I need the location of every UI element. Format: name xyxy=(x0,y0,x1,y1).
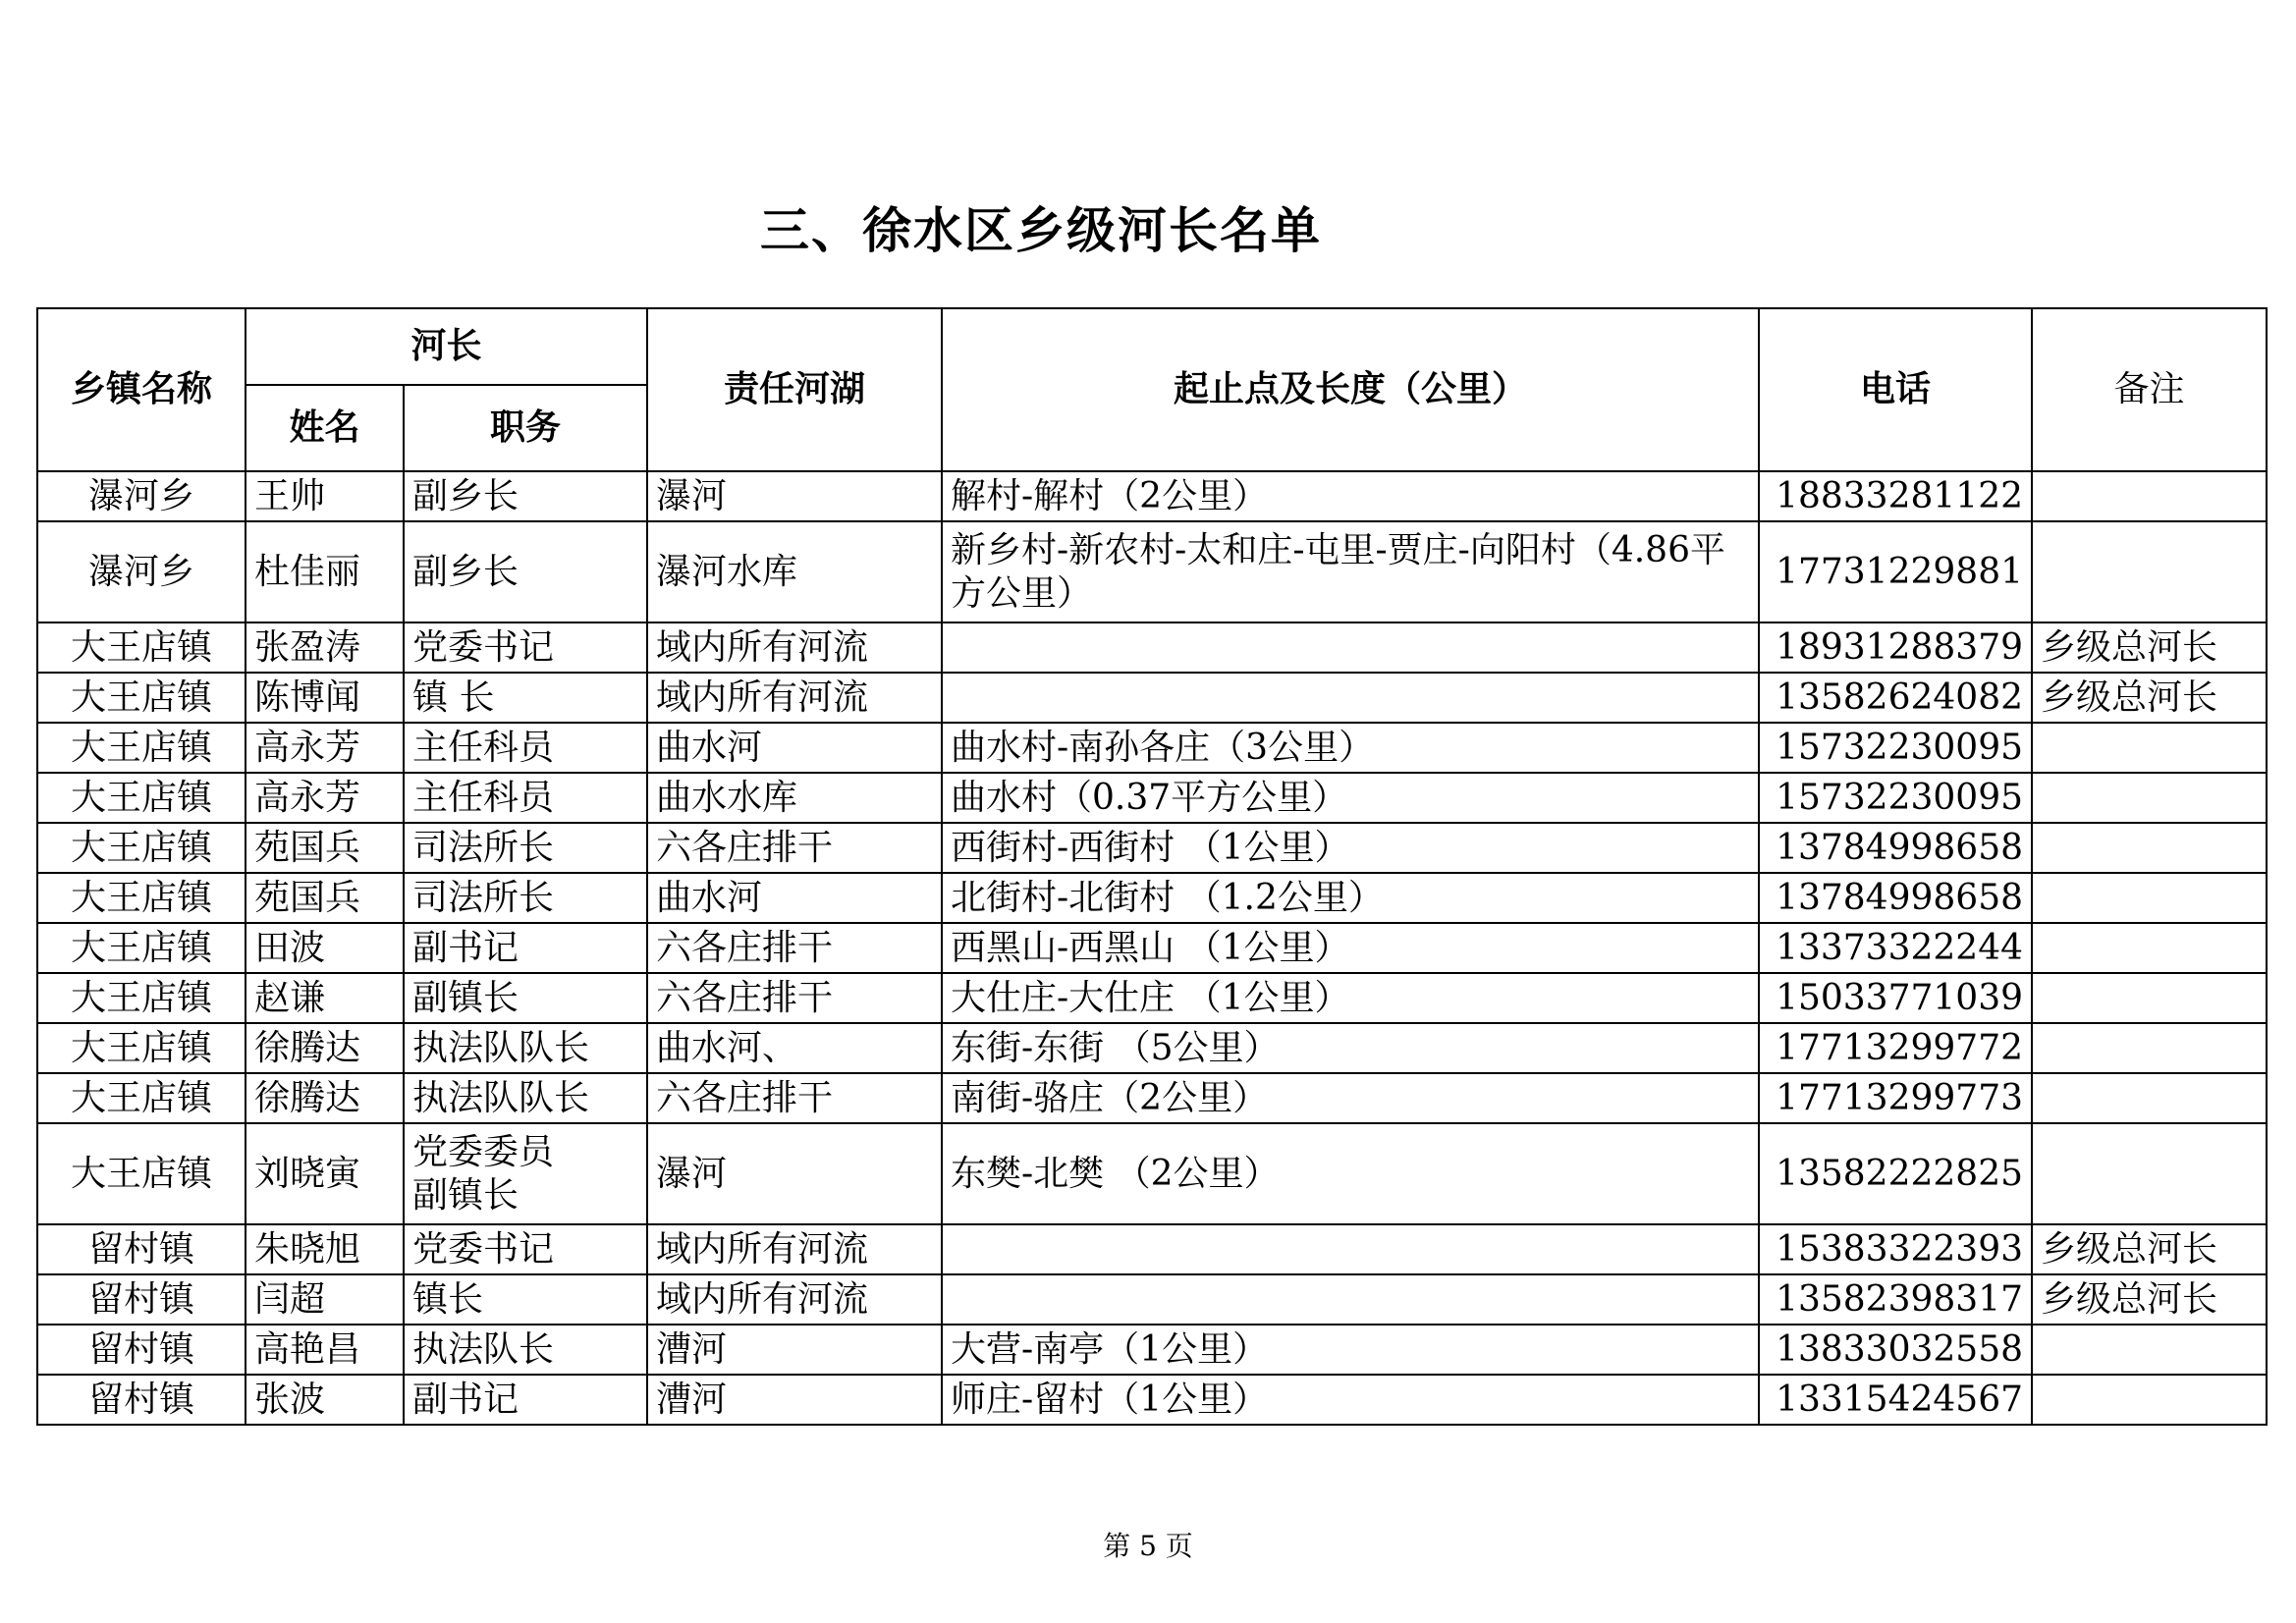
position-cell: 副书记 xyxy=(404,1375,647,1425)
river-cell: 域内所有河流 xyxy=(647,622,942,673)
phone-cell: 13784998658 xyxy=(1759,873,2032,923)
town-cell: 大王店镇 xyxy=(37,923,246,973)
town-cell: 大王店镇 xyxy=(37,723,246,773)
town-cell: 大王店镇 xyxy=(37,673,246,723)
phone-cell: 13582398317 xyxy=(1759,1274,2032,1325)
phone-cell: 13582624082 xyxy=(1759,673,2032,723)
table-row xyxy=(37,823,2267,873)
town-cell: 留村镇 xyxy=(37,1224,246,1274)
town-cell: 大王店镇 xyxy=(37,1023,246,1073)
table-row xyxy=(37,923,2267,973)
range-cell xyxy=(942,1224,1759,1274)
position-cell: 司法所长 xyxy=(404,823,647,873)
river-cell: 曲水河 xyxy=(647,873,942,923)
phone-cell: 13582222825 xyxy=(1759,1123,2032,1224)
table-row xyxy=(37,773,2267,823)
range-cell: 北街村-北街村 （1.2公里） xyxy=(942,873,1759,923)
table-row xyxy=(37,1375,2267,1425)
town-cell: 瀑河乡 xyxy=(37,521,246,622)
phone-cell: 13784998658 xyxy=(1759,823,2032,873)
range-cell: 新乡村-新农村-太和庄-屯里-贾庄-向阳村（4.86平方公里） xyxy=(942,521,1759,622)
table-row xyxy=(37,1123,2267,1224)
phone-cell: 17713299772 xyxy=(1759,1023,2032,1073)
position-cell: 副乡长 xyxy=(404,471,647,521)
river-cell: 域内所有河流 xyxy=(647,1224,942,1274)
note-cell xyxy=(2032,823,2267,873)
range-cell xyxy=(942,622,1759,673)
note-cell: 乡级总河长 xyxy=(2032,673,2267,723)
phone-cell: 13373322244 xyxy=(1759,923,2032,973)
river-cell: 六各庄排干 xyxy=(647,973,942,1023)
note-cell: 乡级总河长 xyxy=(2032,622,2267,673)
river-cell: 六各庄排干 xyxy=(647,823,942,873)
note-cell xyxy=(2032,1375,2267,1425)
range-cell: 南街-骆庄（2公里） xyxy=(942,1073,1759,1123)
name-cell: 陈博闻 xyxy=(246,673,404,723)
note-cell: 乡级总河长 xyxy=(2032,1274,2267,1325)
name-cell: 高永芳 xyxy=(246,723,404,773)
position-cell: 副镇长 xyxy=(404,973,647,1023)
river-cell: 六各庄排干 xyxy=(647,923,942,973)
name-cell: 徐腾达 xyxy=(246,1023,404,1073)
note-cell xyxy=(2032,1073,2267,1123)
range-cell: 曲水村（0.37平方公里） xyxy=(942,773,1759,823)
town-cell: 瀑河乡 xyxy=(37,471,246,521)
header-position: 职务 xyxy=(404,385,647,471)
position-cell: 执法队队长 xyxy=(404,1073,647,1123)
table-row xyxy=(37,1274,2267,1325)
range-cell: 东樊-北樊 （2公里） xyxy=(942,1123,1759,1224)
note-cell xyxy=(2032,521,2267,622)
name-cell: 刘晓寅 xyxy=(246,1123,404,1224)
range-cell: 西街村-西街村 （1公里） xyxy=(942,823,1759,873)
header-range: 起止点及长度（公里） xyxy=(942,308,1759,471)
range-cell: 曲水村-南孙各庄（3公里） xyxy=(942,723,1759,773)
name-cell: 徐腾达 xyxy=(246,1073,404,1123)
name-cell: 张盈涛 xyxy=(246,622,404,673)
name-cell: 高艳昌 xyxy=(246,1325,404,1375)
table-row xyxy=(37,521,2267,622)
phone-cell: 15732230095 xyxy=(1759,773,2032,823)
range-cell: 大仕庄-大仕庄 （1公里） xyxy=(942,973,1759,1023)
position-cell: 党委书记 xyxy=(404,1224,647,1274)
town-cell: 留村镇 xyxy=(37,1325,246,1375)
phone-cell: 15033771039 xyxy=(1759,973,2032,1023)
position-cell: 副书记 xyxy=(404,923,647,973)
table-row xyxy=(37,1023,2267,1073)
table-row xyxy=(37,1073,2267,1123)
table-row xyxy=(37,471,2267,521)
header-note: 备注 xyxy=(2032,308,2267,471)
town-cell: 大王店镇 xyxy=(37,1123,246,1224)
town-cell: 大王店镇 xyxy=(37,622,246,673)
note-cell xyxy=(2032,923,2267,973)
phone-cell: 15732230095 xyxy=(1759,723,2032,773)
position-cell: 镇 长 xyxy=(404,673,647,723)
name-cell: 苑国兵 xyxy=(246,823,404,873)
name-cell: 张波 xyxy=(246,1375,404,1425)
river-cell: 漕河 xyxy=(647,1325,942,1375)
name-cell: 苑国兵 xyxy=(246,873,404,923)
river-cell: 曲水河 xyxy=(647,723,942,773)
range-cell: 东街-东街 （5公里） xyxy=(942,1023,1759,1073)
river-cell: 瀑河 xyxy=(647,471,942,521)
header-phone: 电话 xyxy=(1759,308,2032,471)
river-cell: 域内所有河流 xyxy=(647,673,942,723)
town-cell: 大王店镇 xyxy=(37,1073,246,1123)
position-cell: 执法队长 xyxy=(404,1325,647,1375)
name-cell: 闫超 xyxy=(246,1274,404,1325)
town-cell: 大王店镇 xyxy=(37,973,246,1023)
header-chief-group: 河长 xyxy=(246,308,647,385)
river-cell: 六各庄排干 xyxy=(647,1073,942,1123)
note-cell: 乡级总河长 xyxy=(2032,1224,2267,1274)
header-row-1 xyxy=(37,308,2267,385)
position-cell: 执法队队长 xyxy=(404,1023,647,1073)
note-cell xyxy=(2032,1325,2267,1375)
position-cell: 主任科员 xyxy=(404,773,647,823)
river-cell: 瀑河水库 xyxy=(647,521,942,622)
range-cell xyxy=(942,673,1759,723)
header-name: 姓名 xyxy=(246,385,404,471)
table-row xyxy=(37,973,2267,1023)
position-cell: 主任科员 xyxy=(404,723,647,773)
header-town: 乡镇名称 xyxy=(37,308,246,471)
range-cell: 西黑山-西黑山 （1公里） xyxy=(942,923,1759,973)
note-cell xyxy=(2032,773,2267,823)
header-river: 责任河湖 xyxy=(647,308,942,471)
table-row xyxy=(37,622,2267,673)
table-row xyxy=(37,873,2267,923)
town-cell: 留村镇 xyxy=(37,1274,246,1325)
name-cell: 王帅 xyxy=(246,471,404,521)
note-cell xyxy=(2032,1123,2267,1224)
position-cell: 党委书记 xyxy=(404,622,647,673)
phone-cell: 17731229881 xyxy=(1759,521,2032,622)
river-cell: 漕河 xyxy=(647,1375,942,1425)
note-cell xyxy=(2032,723,2267,773)
name-cell: 朱晓旭 xyxy=(246,1224,404,1274)
name-cell: 杜佳丽 xyxy=(246,521,404,622)
river-cell: 瀑河 xyxy=(647,1123,942,1224)
name-cell: 高永芳 xyxy=(246,773,404,823)
phone-cell: 18931288379 xyxy=(1759,622,2032,673)
river-cell: 曲水水库 xyxy=(647,773,942,823)
position-cell: 党委委员 副镇长 xyxy=(404,1123,647,1224)
town-cell: 留村镇 xyxy=(37,1375,246,1425)
range-cell: 大营-南亭（1公里） xyxy=(942,1325,1759,1375)
note-cell xyxy=(2032,873,2267,923)
range-cell xyxy=(942,1274,1759,1325)
name-cell: 赵谦 xyxy=(246,973,404,1023)
range-cell: 师庄-留村（1公里） xyxy=(942,1375,1759,1425)
river-cell: 域内所有河流 xyxy=(647,1274,942,1325)
name-cell: 田波 xyxy=(246,923,404,973)
phone-cell: 13833032558 xyxy=(1759,1325,2032,1375)
river-cell: 曲水河、 xyxy=(647,1023,942,1073)
phone-cell: 15383322393 xyxy=(1759,1224,2032,1274)
table-row xyxy=(37,1224,2267,1274)
town-cell: 大王店镇 xyxy=(37,773,246,823)
position-cell: 镇长 xyxy=(404,1274,647,1325)
note-cell xyxy=(2032,1023,2267,1073)
position-cell: 副乡长 xyxy=(404,521,647,622)
position-cell: 司法所长 xyxy=(404,873,647,923)
page-title: 三、徐水区乡级河长名单 xyxy=(760,202,1322,259)
note-cell xyxy=(2032,471,2267,521)
table-row xyxy=(37,1325,2267,1375)
phone-cell: 13315424567 xyxy=(1759,1375,2032,1425)
river-chief-table xyxy=(36,307,2268,1426)
note-cell xyxy=(2032,973,2267,1023)
table-row xyxy=(37,723,2267,773)
phone-cell: 17713299773 xyxy=(1759,1073,2032,1123)
table-row xyxy=(37,673,2267,723)
town-cell: 大王店镇 xyxy=(37,873,246,923)
town-cell: 大王店镇 xyxy=(37,823,246,873)
page-number: 第 5 页 xyxy=(1103,1530,1193,1562)
range-cell: 解村-解村（2公里） xyxy=(942,471,1759,521)
phone-cell: 18833281122 xyxy=(1759,471,2032,521)
table-body xyxy=(37,471,2267,1425)
